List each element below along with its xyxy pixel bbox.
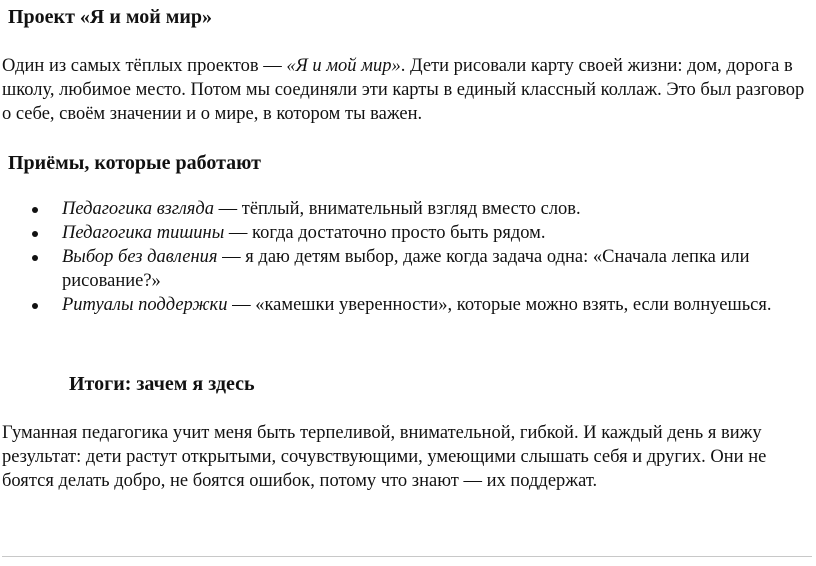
project-heading: Проект «Я и мой мир» [8, 6, 213, 28]
technique-description: — тёплый, внимательный взгляд вместо слов. [213, 199, 581, 219]
bullet-icon [32, 207, 38, 213]
bottom-divider [2, 556, 812, 557]
summary-paragraph: Гуманная педагогика учит меня быть терпеливой, внимательной, гибкой. И каждый день я вижу результат: дети растут открытыми, сочувствующими, умеющими слышать себя и других. Они не боятся делать добро, не боятся ошибок, потому что знают — их поддержат. [2, 423, 767, 491]
technique-term: Ритуалы поддержки [62, 295, 228, 315]
techniques-list [0, 197, 816, 317]
list-item [0, 197, 782, 221]
project-paragraph [2, 54, 816, 126]
project-title-emphasis: «Я и мой мир» [286, 56, 401, 76]
technique-description: — я даю детям выбор, даже когда задача одна: «Сначала лепка или рисование?» [62, 247, 750, 291]
bullet-icon [32, 303, 38, 309]
list-item [0, 245, 782, 293]
technique-term: Педагогика тишины [62, 223, 225, 243]
project-paragraph-end: . Дети рисовали карту своей жизни: дом, дорога в школу, любимое место. Потом мы соединяли эти карты в единый классный коллаж. Это был разговор о себе, своём значении и о мире, в котором ты важен. [2, 56, 805, 124]
project-paragraph-start: Один из самых тёплых проектов — [2, 56, 287, 76]
technique-term: Выбор без давления [62, 247, 218, 267]
list-item [0, 293, 782, 317]
technique-term: Педагогика взгляда [62, 199, 214, 219]
list-item [0, 221, 782, 245]
technique-description: — когда достаточно просто быть рядом. [224, 223, 546, 243]
technique-description: — «камешки уверенности», которые можно взять, если волнуешься. [227, 295, 772, 315]
bullet-icon [32, 231, 38, 237]
techniques-heading: Приёмы, которые работают [8, 152, 261, 174]
bullet-icon [32, 255, 38, 261]
summary-heading: Итоги: зачем я здесь [69, 373, 255, 395]
